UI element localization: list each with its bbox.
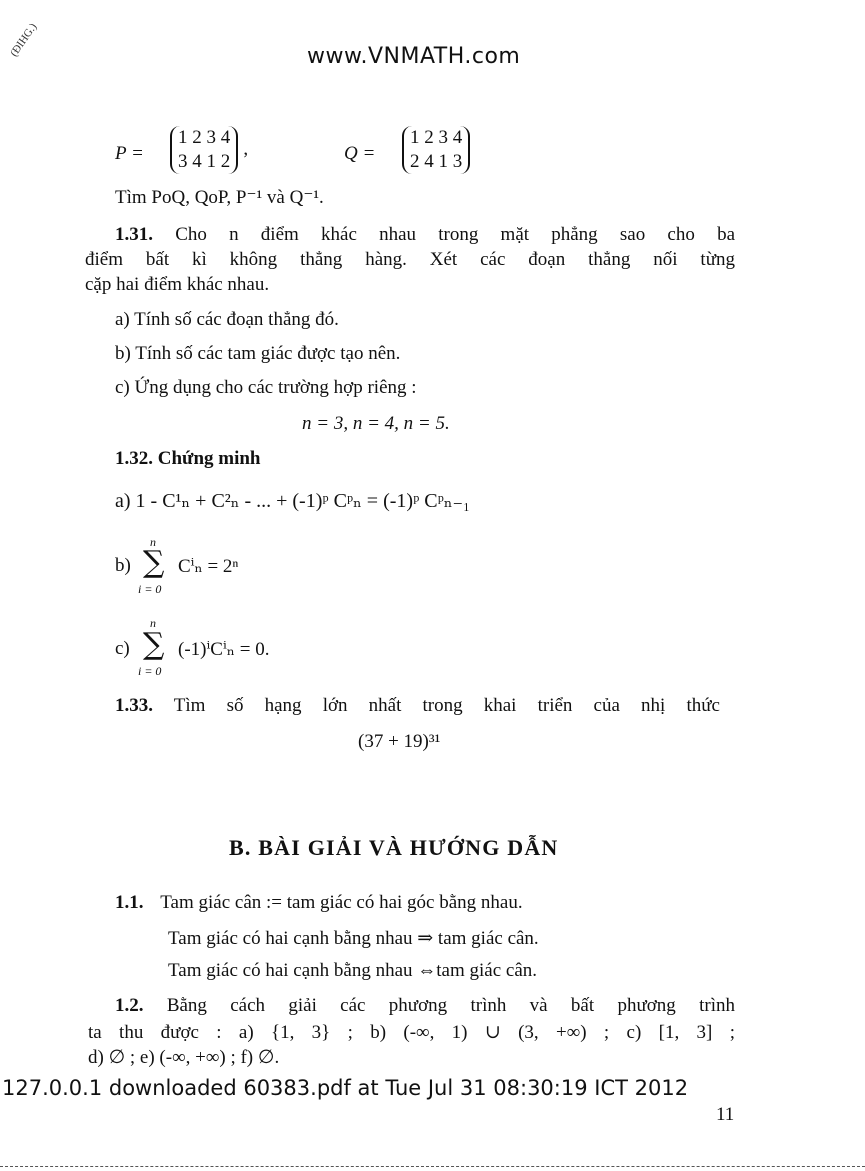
ex131-line1-text: Cho n điểm khác nhau trong mặt phẳng sao cho ba [175,224,736,245]
ans12-line2: ta thu được : a) {1, 3} ; b) (-∞, 1) ∪ (3, +∞) ; c) [1, 3] ; [88,1022,735,1043]
ex132-c-top: n [150,616,156,630]
ex131-number: 1.31. [115,224,153,245]
page-bottom-rule [0,1166,865,1167]
matrix-q-row1: 1 2 3 4 [410,127,463,148]
ex131-cases: n = 3, n = 4, n = 5. [302,413,450,434]
ans12-line1 [115,995,735,1017]
ex132-b-top: n [150,535,156,549]
section-title: B. BÀI GIẢI VÀ HƯỚNG DẪN [229,835,559,860]
ex132-b-bottom: i = 0 [138,582,162,596]
matrix-p-row1: 1 2 3 4 [178,127,231,148]
matrix-q-row2: 2 4 1 3 [410,151,463,172]
matrix-p [170,126,248,174]
matrix-q-label: Q = [344,143,376,164]
page-number: 11 [716,1104,735,1125]
ex133-expression: (37 + 19)³¹ [358,731,441,752]
ans12-number: 1.2. [115,995,144,1016]
matrix-p-comma: , [243,138,249,160]
ans11-line2: Tam giác có hai cạnh bằng nhau ⇒ tam giác cân. [168,928,539,949]
ex132-c-label: c) [115,638,130,659]
matrix-q [402,126,470,174]
ex131-item-c: c) Ứng dụng cho các trường hợp riêng : [115,377,417,398]
ans11-line1-text: Tam giác cân := tam giác có hai góc bằng nhau. [160,892,523,913]
ex132-c-sigma: ∑ [143,627,165,662]
ans11-line3: Tam giác có hai cạnh bằng nhau ⇔tam giác cân. [168,960,538,981]
ex133-line1 [115,695,720,717]
ex131-line1 [115,224,735,246]
ans12-line1-text: Bằng cách giải các phương trình và bất phương trình [166,995,735,1016]
ex131-line3: cặp hai điểm khác nhau. [85,274,270,295]
ex131-line2: điểm bất kì không thẳng hàng. Xét các đoạn thẳng nối từng [85,249,735,270]
site-watermark: www.VNMATH.com [307,44,521,69]
ans11-line1 [115,892,523,914]
find-inverse-line: Tìm PoQ, QoP, P⁻¹ và Q⁻¹. [115,187,324,208]
ans11-number: 1.1. [115,892,144,913]
download-stamp: 127.0.0.1 downloaded 60383.pdf at Tue Jul 31 08:30:19 ICT 2012 [2,1076,689,1100]
corner-stamp: (ĐIHG.) [8,21,40,59]
ex132-c-bottom: i = 0 [138,664,162,678]
ex133-number: 1.33. [115,695,153,716]
ex132-b-sigma: ∑ [143,545,165,580]
ex132-c-expr: (-1)ⁱCⁱₙ = 0. [178,639,270,660]
ex132-b-expr: Cⁱₙ = 2ⁿ [178,556,239,577]
ans12-line3: d) ∅ ; e) (-∞, +∞) ; f) ∅. [88,1047,280,1068]
ex132-heading: 1.32. Chứng minh [115,448,261,469]
matrix-p-row2: 3 4 1 2 [178,151,231,172]
ex131-item-a: a) Tính số các đoạn thẳng đó. [115,309,339,330]
ex132-b-label: b) [115,555,131,576]
ex133-line1-text: Tìm số hạng lớn nhất trong khai triển của nhị thức [173,695,720,716]
ex132-item-a: a) 1 - C¹ₙ + C²ₙ - ... + (-1)ᵖ Cᵖₙ = (-1)ᵖ Cᵖₙ₋₁ [115,490,471,512]
matrix-p-label: P = [115,143,144,164]
ex131-item-b: b) Tính số các tam giác được tạo nên. [115,343,401,364]
